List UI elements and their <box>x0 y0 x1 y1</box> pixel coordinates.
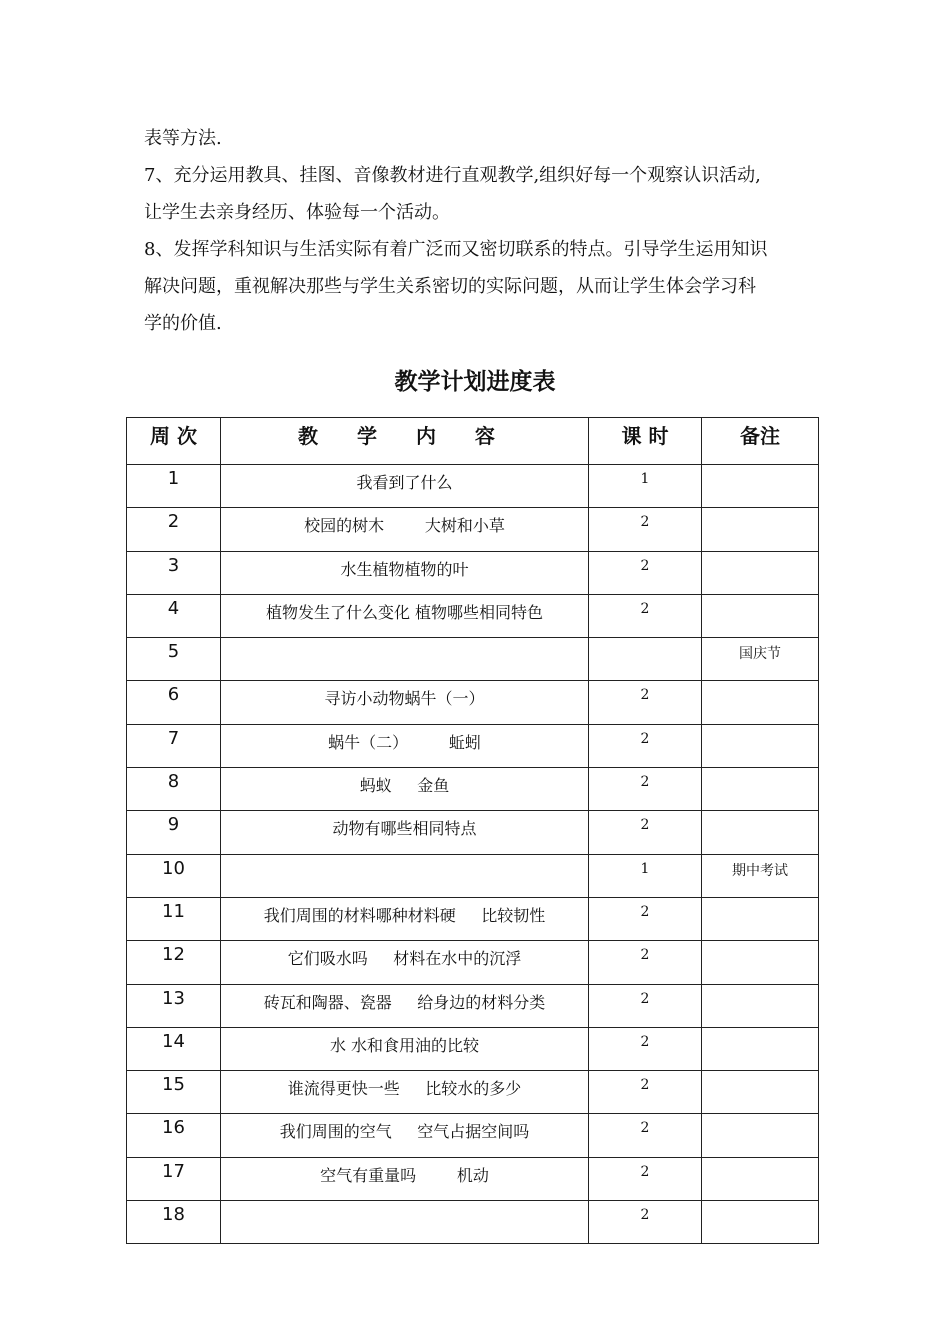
schedule-table <box>126 417 819 1244</box>
content-cell-text: 水 水和食用油的比较 <box>329 1035 480 1055</box>
hours-cell <box>589 551 702 594</box>
hours-cell-text <box>589 638 701 644</box>
content-cell-text: 水生植物植物的叶 <box>340 559 469 579</box>
table-row <box>127 724 819 767</box>
week-cell-text: 4 <box>167 597 180 619</box>
week-cell-text: 15 <box>162 1074 185 1096</box>
notes-cell <box>702 594 819 637</box>
hours-cell-text: 2 <box>640 1120 650 1137</box>
content-cell-text <box>221 638 588 643</box>
notes-cell <box>702 465 819 508</box>
week-cell-text: 17 <box>162 1160 185 1182</box>
hours-cell-text: 2 <box>640 817 650 834</box>
hours-cell <box>589 465 702 508</box>
notes-cell <box>702 897 819 940</box>
week-cell <box>127 1027 221 1070</box>
notes-cell-text <box>702 941 818 946</box>
hours-cell-text: 2 <box>640 557 650 574</box>
content-cell <box>221 594 589 637</box>
content-cell <box>221 984 589 1027</box>
content-cell-text: 砖瓦和陶器、瓷器 给身边的材料分类 <box>263 992 546 1012</box>
table-row <box>127 984 819 1027</box>
hours-cell <box>589 594 702 637</box>
notes-cell-text <box>702 985 818 990</box>
week-cell <box>127 984 221 1027</box>
content-cell <box>221 1157 589 1200</box>
table-row <box>127 465 819 508</box>
hours-cell <box>589 811 702 854</box>
week-cell-text: 8 <box>167 771 180 793</box>
table-row <box>127 768 819 811</box>
paragraph-line: 解决问题，重视解决那些与学生关系密切的实际问题，从而让学生体会学习科 <box>144 276 756 297</box>
content-cell <box>221 768 589 811</box>
table-row <box>127 854 819 897</box>
week-cell <box>127 941 221 984</box>
week-cell-text: 12 <box>162 944 185 966</box>
notes-cell <box>702 1201 819 1244</box>
week-cell-text: 16 <box>162 1117 185 1139</box>
hours-cell-text: 2 <box>640 687 650 704</box>
week-cell <box>127 508 221 551</box>
content-cell <box>221 941 589 984</box>
header-content-label: 教 学 内 容 <box>298 424 511 448</box>
week-cell <box>127 638 221 681</box>
content-cell-text: 我看到了什么 <box>356 473 453 492</box>
table-row <box>127 508 819 551</box>
week-cell <box>127 854 221 897</box>
week-cell <box>127 811 221 854</box>
paragraph-line: 学的价值. <box>144 313 222 334</box>
notes-cell <box>702 1027 819 1070</box>
week-cell <box>127 681 221 724</box>
content-cell <box>221 681 589 724</box>
hours-cell-text: 2 <box>640 1163 650 1180</box>
notes-cell <box>702 768 819 811</box>
content-cell-text <box>221 1201 588 1206</box>
content-cell-text: 我们周围的空气 空气占据空间吗 <box>279 1122 530 1142</box>
table-row <box>127 594 819 637</box>
notes-cell <box>702 681 819 724</box>
notes-cell <box>702 854 819 897</box>
hours-cell <box>589 854 702 897</box>
notes-cell-text <box>702 595 818 600</box>
notes-cell <box>702 1114 819 1157</box>
hours-cell <box>589 984 702 1027</box>
hours-cell-text: 1 <box>640 860 650 877</box>
week-cell <box>127 897 221 940</box>
notes-cell-text: 国庆节 <box>739 646 781 663</box>
content-cell-text <box>221 855 588 860</box>
week-cell-text: 2 <box>167 511 180 533</box>
hours-cell <box>589 1157 702 1200</box>
content-cell-text: 蜗牛（二） 蚯蚓 <box>328 732 481 752</box>
hours-cell-text: 1 <box>640 471 650 487</box>
content-cell <box>221 508 589 551</box>
notes-cell-text <box>702 1158 818 1163</box>
notes-cell <box>702 1071 819 1114</box>
table-row <box>127 1071 819 1114</box>
notes-cell <box>702 984 819 1027</box>
content-cell <box>221 638 589 681</box>
table-row <box>127 941 819 984</box>
table-row <box>127 1027 819 1070</box>
hours-cell-text: 2 <box>640 774 650 791</box>
content-cell-text: 寻访小动物蜗牛（一） <box>324 689 485 709</box>
notes-cell-text <box>702 1071 818 1076</box>
notes-cell-text <box>702 898 818 903</box>
content-cell <box>221 551 589 594</box>
table-row <box>127 1114 819 1157</box>
notes-cell <box>702 941 819 984</box>
hours-cell <box>589 1027 702 1070</box>
week-cell <box>127 551 221 594</box>
week-cell-text: 1 <box>167 468 180 489</box>
week-cell-text: 10 <box>162 857 185 879</box>
table-row <box>127 1157 819 1200</box>
notes-cell-text <box>702 552 818 557</box>
week-cell-text: 14 <box>162 1030 185 1052</box>
week-cell <box>127 1157 221 1200</box>
notes-cell <box>702 551 819 594</box>
content-cell-text: 我们周围的材料哪种材料硬 比较韧性 <box>263 905 546 925</box>
content-cell-text: 植物发生了什么变化 植物哪些相同特色 <box>265 602 544 622</box>
table-row <box>127 681 819 724</box>
hours-cell-text: 2 <box>640 514 650 531</box>
content-cell <box>221 1201 589 1244</box>
notes-cell-text <box>702 508 818 513</box>
week-cell <box>127 1114 221 1157</box>
paragraph-line: 7、充分运用教具、挂图、音像教材进行直观教学,组织好每一个观察认识活动, <box>144 165 761 186</box>
content-cell-text: 它们吸水吗 材料在水中的沉浮 <box>287 949 522 969</box>
content-cell-text: 谁流得更快一些 比较水的多少 <box>287 1079 522 1099</box>
notes-cell <box>702 724 819 767</box>
week-cell <box>127 594 221 637</box>
table-row <box>127 551 819 594</box>
hours-cell-text: 2 <box>640 730 650 747</box>
paragraph-line: 8、发挥学科知识与生活实际有着广泛而又密切联系的特点。引导学生运用知识 <box>144 239 768 260</box>
notes-cell-text <box>702 681 818 686</box>
week-cell-text: 5 <box>167 641 180 663</box>
table-row <box>127 1201 819 1244</box>
notes-cell <box>702 1157 819 1200</box>
notes-cell-text <box>702 1114 818 1119</box>
week-cell <box>127 1201 221 1244</box>
week-cell-text: 3 <box>167 554 180 576</box>
content-cell <box>221 724 589 767</box>
hours-cell-text: 2 <box>640 600 650 617</box>
table-row <box>127 811 819 854</box>
week-cell-text: 9 <box>167 814 180 836</box>
hours-cell-text: 2 <box>640 1207 650 1224</box>
header-hours: 课 时 <box>589 418 702 465</box>
hours-cell <box>589 638 702 681</box>
content-cell <box>221 1071 589 1114</box>
header-notes: 备注 <box>702 418 819 465</box>
week-cell <box>127 1071 221 1114</box>
hours-cell-text: 2 <box>640 903 650 920</box>
hours-cell <box>589 768 702 811</box>
hours-cell-text: 2 <box>640 990 650 1007</box>
table-row <box>127 897 819 940</box>
content-cell <box>221 811 589 854</box>
notes-cell-text <box>702 725 818 730</box>
week-cell-text: 18 <box>162 1204 185 1226</box>
week-cell-text: 11 <box>162 900 185 922</box>
week-cell <box>127 768 221 811</box>
notes-cell <box>702 638 819 681</box>
header-week: 周 次 <box>127 418 221 465</box>
paragraph-line: 表等方法. <box>144 128 222 149</box>
header-content <box>221 418 589 465</box>
notes-cell-text <box>702 811 818 816</box>
notes-cell-text: 期中考试 <box>732 862 788 879</box>
week-cell <box>127 465 221 508</box>
hours-cell <box>589 1114 702 1157</box>
week-cell-text: 13 <box>162 987 185 1009</box>
hours-cell <box>589 508 702 551</box>
table-title: 教学计划进度表 <box>394 369 556 395</box>
content-cell <box>221 1114 589 1157</box>
notes-cell-text <box>702 768 818 773</box>
content-cell <box>221 1027 589 1070</box>
paragraph-line: 让学生去亲身经历、体验每一个活动。 <box>144 202 450 223</box>
notes-cell <box>702 508 819 551</box>
hours-cell <box>589 897 702 940</box>
hours-cell <box>589 1201 702 1244</box>
notes-cell <box>702 811 819 854</box>
hours-cell-text: 2 <box>640 1077 650 1094</box>
content-cell <box>221 465 589 508</box>
hours-cell-text: 2 <box>640 947 650 964</box>
hours-cell <box>589 681 702 724</box>
content-cell <box>221 854 589 897</box>
hours-cell <box>589 941 702 984</box>
notes-cell-text <box>702 465 818 470</box>
hours-cell-text: 2 <box>640 1033 650 1050</box>
table-row <box>127 638 819 681</box>
content-cell-text: 空气有重量吗 机动 <box>320 1165 489 1185</box>
content-cell-text: 动物有哪些相同特点 <box>332 819 477 839</box>
content-cell-text: 校园的树木 大树和小草 <box>304 516 505 536</box>
week-cell-text: 7 <box>167 727 180 749</box>
notes-cell-text <box>702 1028 818 1033</box>
table-header-row <box>127 418 819 465</box>
content-cell-text: 蚂蚁 金鱼 <box>359 776 450 796</box>
hours-cell <box>589 724 702 767</box>
week-cell-text: 6 <box>167 684 180 706</box>
week-cell <box>127 724 221 767</box>
content-cell <box>221 897 589 940</box>
notes-cell-text <box>702 1201 818 1206</box>
hours-cell <box>589 1071 702 1114</box>
